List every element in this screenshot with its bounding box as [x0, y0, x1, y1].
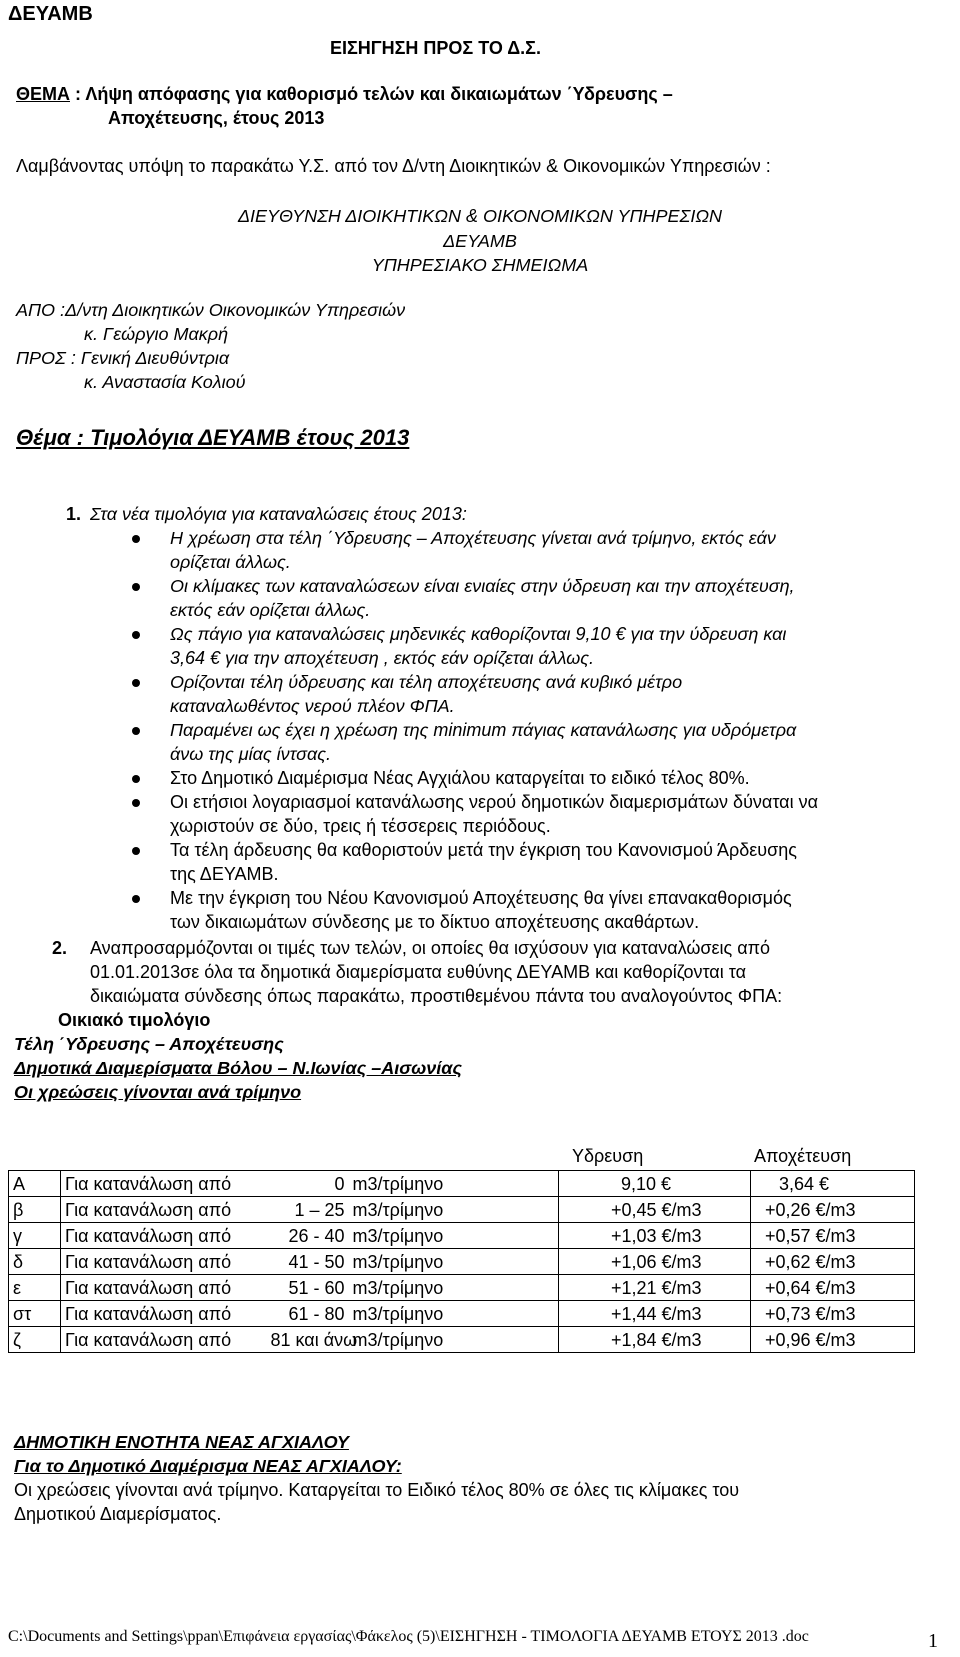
table-row — [9, 1249, 915, 1275]
row-water-rate: +0,45 €/m3 — [559, 1197, 751, 1223]
bullet-marker — [132, 727, 140, 735]
bullet-3-line-2: 3,64 € για την αποχέτευση , εκτός εάν ορίζεται άλλως. — [170, 648, 595, 668]
row-water-rate: 9,10 € — [559, 1171, 751, 1197]
row-range: 51 - 60 — [267, 1275, 349, 1301]
row-description: Για κατανάλωση από — [61, 1249, 267, 1275]
table-row — [9, 1275, 915, 1301]
memo-from-name: κ. Γεώργιο Μακρή — [84, 324, 229, 344]
row-sewer-rate: +0,73 €/m3 — [751, 1301, 915, 1327]
tariff-subtitle: Τέλη ΄Υδρευσης – Αποχέτευσης — [14, 1034, 284, 1054]
subject-label: ΘΕΜΑ — [16, 84, 70, 104]
row-unit: m3/τρίμηνο — [349, 1327, 559, 1353]
subject-line — [16, 82, 673, 106]
row-unit: m3/τρίμηνο — [349, 1223, 559, 1249]
bullet-9-line-1: Με την έγκριση του Νέου Κανονισμού Αποχέτευσης θα γίνει επανακαθορισμός — [170, 888, 792, 908]
bullet-marker — [132, 535, 140, 543]
row-description: Για κατανάλωση από — [61, 1301, 267, 1327]
row-range: 61 - 80 — [267, 1301, 349, 1327]
row-range: 81 και άνω — [267, 1327, 349, 1353]
document-title: ΕΙΣΗΓΗΣΗ ΠΡΟΣ ΤΟ Δ.Σ. — [330, 38, 541, 58]
row-code: β — [9, 1197, 61, 1223]
row-sewer-rate: 3,64 € — [751, 1171, 915, 1197]
section2-line-2: 01.01.2013σε όλα τα δημοτικά διαμερίσματα ευθύνης ΔΕΥΑΜΒ και καθορίζονται τα — [90, 962, 746, 982]
row-sewer-rate: +0,57 €/m3 — [751, 1223, 915, 1249]
table-row — [9, 1171, 915, 1197]
bullet-4-line-2: καταναλωθέντος νερού πλέον ΦΠΑ. — [170, 696, 455, 716]
row-range: 0 — [267, 1171, 349, 1197]
bullet-marker — [132, 679, 140, 687]
row-description: Για κατανάλωση από — [61, 1223, 267, 1249]
page-number: 1 — [928, 1630, 938, 1652]
intro-text: Λαμβάνοντας υπόψη το παρακάτω Υ.Σ. από τον Δ/ντη Διοικητικών & Οικονομικών Υπηρεσιών : — [16, 156, 771, 176]
row-description: Για κατανάλωση από — [61, 1171, 267, 1197]
bullet-2-line-1: Οι κλίμακες των καταναλώσεων είναι ενιαίες στην ύδρευση και την αποχέτευση, — [170, 576, 795, 596]
memo-heading-note: ΥΠΗΡΕΣΙΑΚΟ ΣΗΜΕΙΩΜΑ — [371, 255, 589, 275]
memo-heading-org: ΔΕΥΑΜΒ — [443, 231, 517, 251]
bullet-1-line-2: ορίζεται άλλως. — [170, 552, 291, 572]
section2-line-3: δικαιώματα σύνδεσης όπως παρακάτω, προστιθεμένου πάντα του αναλογούντος ΦΠΑ: — [90, 986, 783, 1006]
org-name: ΔΕΥΑΜΒ — [8, 3, 93, 25]
anchialos-subheading: Για το Δημοτικό Διαμέρισμα ΝΕΑΣ ΑΓΧΙΑΛΟΥ: — [14, 1456, 402, 1476]
row-description: Για κατανάλωση από — [61, 1197, 267, 1223]
section1-heading: Στα νέα τιμολόγια για καταναλώσεις έτους 2013: — [90, 504, 467, 524]
row-code: στ — [9, 1301, 61, 1327]
row-water-rate: +1,84 €/m3 — [559, 1327, 751, 1353]
row-code: ε — [9, 1275, 61, 1301]
bullet-7-line-2: χωριστούν σε δύο, τρεις ή τέσσερεις περιόδους. — [170, 816, 551, 836]
bullet-6-line-1: Στο Δημοτικό Διαμέρισμα Νέας Αγχιάλου καταργείται το ειδικό τέλος 80%. — [170, 768, 750, 788]
section2-number: 2. — [52, 938, 68, 958]
row-water-rate: +1,21 €/m3 — [559, 1275, 751, 1301]
row-sewer-rate: +0,64 €/m3 — [751, 1275, 915, 1301]
row-description: Για κατανάλωση από — [61, 1275, 267, 1301]
bullet-7-line-1: Οι ετήσιοι λογαριασμοί κατανάλωσης νερού δημοτικών διαμερισμάτων δύναται να — [170, 792, 818, 812]
subject-text: : Λήψη απόφασης για καθορισμό τελών και δικαιωμάτων ΄Υδρευσης – — [70, 84, 673, 104]
tariff-quarterly-note: Οι χρεώσεις γίνονται ανά τρίμηνο — [14, 1082, 302, 1102]
bullet-marker — [132, 799, 140, 807]
tariff-table — [8, 1170, 915, 1353]
row-unit: m3/τρίμηνο — [349, 1275, 559, 1301]
row-code: δ — [9, 1249, 61, 1275]
bullet-2-line-2: εκτός εάν ορίζεται άλλως. — [170, 600, 371, 620]
bullet-5-line-1: Παραμένει ως έχει η χρέωση της minimum πάγιας κατανάλωσης για υδρόμετρα — [170, 720, 797, 740]
row-code: ζ — [9, 1327, 61, 1353]
row-code: γ — [9, 1223, 61, 1249]
row-sewer-rate: +0,96 €/m3 — [751, 1327, 915, 1353]
row-range: 1 – 25 — [267, 1197, 349, 1223]
table-row — [9, 1197, 915, 1223]
row-water-rate: +1,06 €/m3 — [559, 1249, 751, 1275]
bullet-5-line-2: άνω της μίας ίντσας. — [170, 744, 331, 764]
memo-to: ΠΡΟΣ : Γενική Διευθύντρια — [16, 348, 230, 368]
table-row — [9, 1327, 915, 1353]
column-header-sewer: Αποχέτευση — [754, 1146, 852, 1166]
memo-to-name: κ. Αναστασία Κολιού — [84, 372, 246, 392]
bullet-3-line-1: Ως πάγιο για καταναλώσεις μηδενικές καθορίζονται 9,10 € για την ύδρευση και — [170, 624, 787, 644]
row-unit: m3/τρίμηνο — [349, 1249, 559, 1275]
row-water-rate: +1,44 €/m3 — [559, 1301, 751, 1327]
anchialos-heading: ΔΗΜΟΤΙΚΗ ΕΝΟΤΗΤΑ ΝΕΑΣ ΑΓΧΙΑΛΟΥ — [14, 1432, 349, 1452]
row-range: 26 - 40 — [267, 1223, 349, 1249]
row-range: 41 - 50 — [267, 1249, 349, 1275]
row-code: Α — [9, 1171, 61, 1197]
anchialos-line-1: Οι χρεώσεις γίνονται ανά τρίμηνο. Καταργείται το Ειδικό τέλος 80% σε όλες τις κλίμακες του — [14, 1480, 740, 1500]
row-description: Για κατανάλωση από — [61, 1327, 267, 1353]
row-sewer-rate: +0,62 €/m3 — [751, 1249, 915, 1275]
bullet-marker — [132, 847, 140, 855]
anchialos-line-2: Δημοτικού Διαμερίσματος. — [14, 1504, 222, 1524]
bullet-marker — [132, 631, 140, 639]
row-water-rate: +1,03 €/m3 — [559, 1223, 751, 1249]
section1-number: 1. — [66, 504, 82, 524]
row-unit: m3/τρίμηνο — [349, 1171, 559, 1197]
tariff-districts: Δημοτικά Διαμερίσματα Βόλου – Ν.Ιωνίας –Αισωνίας — [14, 1058, 462, 1078]
row-unit: m3/τρίμηνο — [349, 1301, 559, 1327]
footer-file-path: C:\Documents and Settings\ppan\Επιφάνεια εργασίας\Φάκελος (5)\ΕΙΣΗΓΗΣΗ - ΤΙΜΟΛΟΓΙΑ ΔΕΥΑΜΒ ΕΤΟΥΣ 2013 .doc — [8, 1628, 809, 1645]
bullet-marker — [132, 775, 140, 783]
bullet-marker — [132, 895, 140, 903]
bullet-marker — [132, 583, 140, 591]
bullet-8-line-1: Τα τέλη άρδευσης θα καθοριστούν μετά την έγκριση του Κανονισμού Άρδευσης — [170, 840, 797, 860]
table-row — [9, 1301, 915, 1327]
memo-from: ΑΠΟ :Δ/ντη Διοικητικών Οικονομικών Υπηρεσιών — [16, 300, 406, 320]
subject-line-2: Αποχέτευσης, έτους 2013 — [108, 108, 325, 128]
table-row — [9, 1223, 915, 1249]
tariff-title: Οικιακό τιμολόγιο — [58, 1010, 211, 1030]
section2-line-1: Αναπροσαρμόζονται οι τιμές των τελών, οι οποίες θα ισχύσουν για καταναλώσεις από — [90, 938, 771, 958]
bullet-8-line-2: της ΔΕΥΑΜΒ. — [170, 864, 279, 884]
row-sewer-rate: +0,26 €/m3 — [751, 1197, 915, 1223]
column-header-water: Υδρευση — [572, 1146, 644, 1166]
bullet-1-line-1: Η χρέωση στα τέλη ΄Υδρευσης – Αποχέτευσης γίνεται ανά τρίμηνο, εκτός εάν — [170, 528, 776, 548]
memo-heading-directorate: ΔΙΕΥΘΥΝΣΗ ΔΙΟΙΚΗΤΙΚΩΝ & ΟΙΚΟΝΟΜΙΚΩΝ ΥΠΗΡΕΣΙΩΝ — [237, 206, 723, 226]
bullet-4-line-1: Ορίζονται τέλη ύδρευσης και τέλη αποχέτευσης ανά κυβικό μέτρο — [170, 672, 683, 692]
bullet-9-line-2: των δικαιωμάτων σύνδεσης με το δίκτυο αποχέτευσης ακαθάρτων. — [170, 912, 700, 932]
memo-topic: Θέμα : Τιμολόγια ΔΕΥΑΜΒ έτους 2013 — [16, 425, 410, 450]
row-unit: m3/τρίμηνο — [349, 1197, 559, 1223]
